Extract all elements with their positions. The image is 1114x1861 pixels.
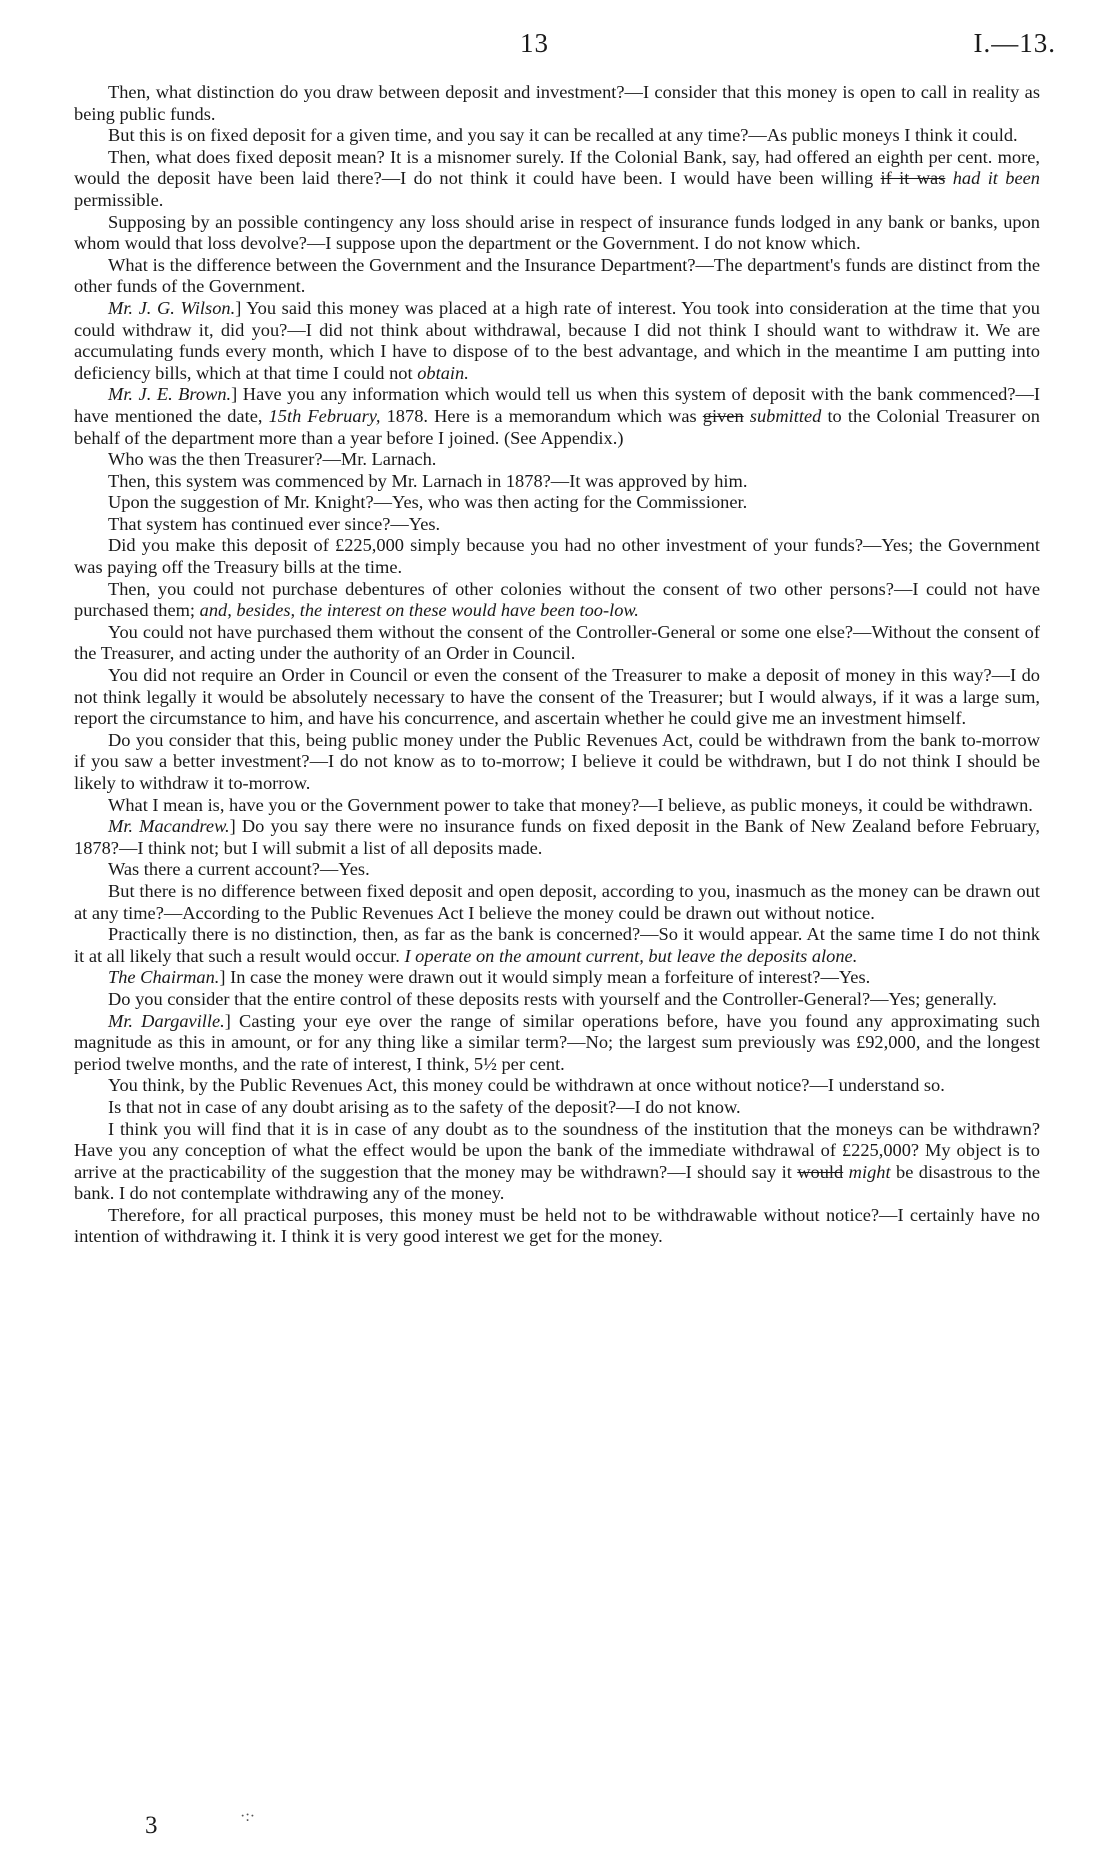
text-run [945, 168, 952, 188]
text-run: You did not require an Order in Council or even the consent of the Treasurer to make a deposit of money in this way?—I do not think legally it would be absolutely necessary to have the consent of the Treasurer; but I would always, if it was a large sum, report the circumstance to him, and have his concurrence, and ascertain whether he could give me an investment himself. [74, 665, 1040, 729]
text-run: ] Have you any information which would tell us when this system of deposit with the bank commenced?—I have mentioned the date, [74, 384, 1041, 426]
text-run: Then, what distinction do you draw between deposit and investment?—I consider that this money is open to call in reality as being public funds. [74, 82, 1040, 124]
text-run: ] Do you say there were no insurance funds on fixed deposit in the Bank of New Zealand before February, 1878?—I think not; but I will submit a list of all deposits made. [74, 816, 1040, 858]
text-run: Then, what does fixed deposit mean? It is a misnomer surely. If the Colonial Bank, say, had offered an eighth per cent. more, would the deposit have been laid there?—I do not think it could have been. I would have been willing [74, 146, 1040, 189]
testimony-paragraph [74, 1097, 1040, 1119]
text-run: Was there a current account?—Yes. [108, 859, 370, 880]
struck-run: if it was [880, 168, 946, 189]
page-number: 13 [520, 28, 549, 58]
testimony-paragraph [74, 795, 1040, 817]
italic-run: might [848, 1161, 891, 1182]
text-run: You could not have purchased them without the consent of the Controller-General or some one else?—Without the consent of the Treasurer, and acting under the authority of an Order in Council. [74, 621, 1040, 664]
testimony-paragraph [74, 212, 1040, 255]
text-run: Is that not in case of any doubt arising as to the safety of the deposit?—I do not know. [108, 1096, 741, 1117]
text-run: Upon the suggestion of Mr. Knight?—Yes, who was then acting for the Commissioner. [108, 492, 748, 513]
sheet-signature-number: 3 [145, 1812, 158, 1839]
testimony-paragraph [74, 125, 1040, 147]
text-run: You think, by the Public Revenues Act, this money could be withdrawn at once without notice?—I understand so. [108, 1075, 945, 1096]
italic-run: The Chairman. [108, 967, 220, 988]
text-run: Then, you could not purchase debentures of other colonies without the consent of two other persons?—I could not have purchased them; [74, 578, 1040, 621]
text-run: ] You said this money was placed at a high rate of interest. You took into consideration at the time that you could withdraw it, did you?—I did not think about withdrawal, because I did not think I should want to withdraw it. We are accumulating funds every month, which I have to dispose of to the best advantage, and which in the meantime I am putting into deficiency bills, which at that time I could not [74, 297, 1041, 383]
text-run: Who was the then Treasurer?—Mr. Larnach. [108, 449, 437, 470]
text-run: Do you consider that this, being public money under the Public Revenues Act, could be withdrawn from the bank to-morrow if you saw a better investment?—I do not know as to to-morrow; I believe it could be withdrawn, but I do not think I should be likely to withdraw it to-morrow. [74, 729, 1040, 793]
testimony-paragraph [74, 816, 1040, 859]
text-run: Therefore, for all practical purposes, this money must be held not to be withdrawable without notice?—I certainly have no intention of withdrawing it. I think it is very good interest we get for the money. [74, 1204, 1040, 1247]
text-run: ] Casting your eye over the range of similar operations before, have you found any approximating such magnitude as this in amount, or for any thing like a similar term?—No; the largest sum previously was £92,000, and the longest period twelve months, and the rate of interest, I think, 5½ per cent. [74, 1010, 1040, 1074]
testimony-paragraph [74, 82, 1040, 125]
text-run: Practically there is no distinction, then, as far as the bank is concerned?—So it would appear. At the same time I do not think it at all likely that such a result would occur. [74, 924, 1040, 966]
testimony-paragraph [74, 492, 1040, 514]
text-run: permissible. [74, 189, 164, 210]
italic-run: I operate on the amount current, but leave the deposits alone. [404, 945, 858, 966]
italic-run: 15th February, [268, 405, 381, 426]
struck-run: given [702, 405, 744, 426]
testimony-paragraph [74, 255, 1040, 298]
document-reference: I.—13. [973, 28, 1056, 58]
text-run: What I mean is, have you or the Government power to take that money?—I believe, as public moneys, it could be withdrawn. [108, 794, 1033, 815]
text-run: be disastrous to the bank. I do not contemplate withdrawing any of the money. [74, 1161, 1040, 1204]
testimony-paragraph [74, 1205, 1040, 1248]
text-run: Then, this system was commenced by Mr. Larnach in 1878?—It was approved by him. [108, 470, 748, 491]
testimony-paragraph [74, 989, 1040, 1011]
testimony-paragraph [74, 1119, 1040, 1205]
testimony-paragraph [74, 514, 1040, 536]
testimony-paragraph [74, 1011, 1040, 1076]
testimony-paragraph [74, 449, 1040, 471]
page-header [0, 28, 1114, 68]
text-run: What is the difference between the Government and the Insurance Department?—The department's funds are distinct from the other funds of the Government. [74, 254, 1040, 297]
testimony-paragraph [74, 384, 1040, 449]
italic-run: Mr. Dargaville. [108, 1010, 225, 1031]
testimony-paragraph [74, 967, 1040, 989]
testimony-paragraph [74, 147, 1040, 212]
italic-run: Mr. J. G. Wilson. [108, 297, 236, 318]
struck-run: would [797, 1161, 844, 1182]
text-run: Supposing by an possible contingency any loss should arise in respect of insurance funds lodged in any bank or banks, upon whom would that loss devolve?—I suppose upon the department or the Government. I do not know which. [74, 211, 1040, 254]
italic-run: Mr. Macandrew. [108, 816, 230, 837]
text-run: ] In case the money were drawn out it would simply mean a forfeiture of interest?—Yes. [219, 967, 871, 988]
text-run: Did you make this deposit of £225,000 simply because you had no other investment of your funds?—Yes; the Government was paying off the Treasury bills at the time. [74, 535, 1040, 578]
testimony-paragraph [74, 665, 1040, 730]
italic-run: Mr. J. E. Brown. [108, 384, 232, 405]
text-run: to the Colonial Treasurer on behalf of the department more than a year before I joined. (See Appendix.) [74, 405, 1040, 448]
testimony-paragraph [74, 730, 1040, 795]
testimony-paragraph [74, 298, 1040, 384]
text-run: But this is on fixed deposit for a given time, and you say it can be recalled at any time?—As public moneys I think it could. [108, 125, 1018, 146]
italic-run: had it been [952, 168, 1041, 189]
text-run: I think you will find that it is in case of any doubt as to the soundness of the institution that the moneys can be withdrawn? Have you any conception of what the effect would be upon the bank of the immediate withdrawal of £225,000? My object is to arrive at the practicability of the suggestion that the money may be withdrawn?—I should say it [74, 1118, 1040, 1182]
testimony-paragraph [74, 859, 1040, 881]
italic-run: submitted [749, 405, 822, 426]
text-run: Do you consider that the entire control of these deposits rests with yourself and the Controller-General?—Yes; generally. [108, 988, 997, 1009]
testimony-paragraph [74, 881, 1040, 924]
testimony-body [74, 82, 1040, 1248]
printer-mark: ·:· [240, 1808, 256, 1825]
testimony-paragraph [74, 622, 1040, 665]
testimony-paragraph [74, 924, 1040, 967]
text-run: 1878. Here is a memorandum which was [380, 405, 703, 426]
testimony-paragraph [74, 535, 1040, 578]
text-run: That system has continued ever since?—Yes. [108, 513, 441, 534]
italic-run: obtain. [417, 362, 469, 383]
testimony-paragraph [74, 579, 1040, 622]
testimony-paragraph [74, 471, 1040, 493]
testimony-paragraph [74, 1075, 1040, 1097]
italic-run: and, besides, the interest on these would have been too-low. [199, 600, 639, 621]
text-run: But there is no difference between fixed deposit and open deposit, according to you, inasmuch as the money can be drawn out at any time?—According to the Public Revenues Act I believe the money could be drawn out without notice. [74, 880, 1040, 923]
